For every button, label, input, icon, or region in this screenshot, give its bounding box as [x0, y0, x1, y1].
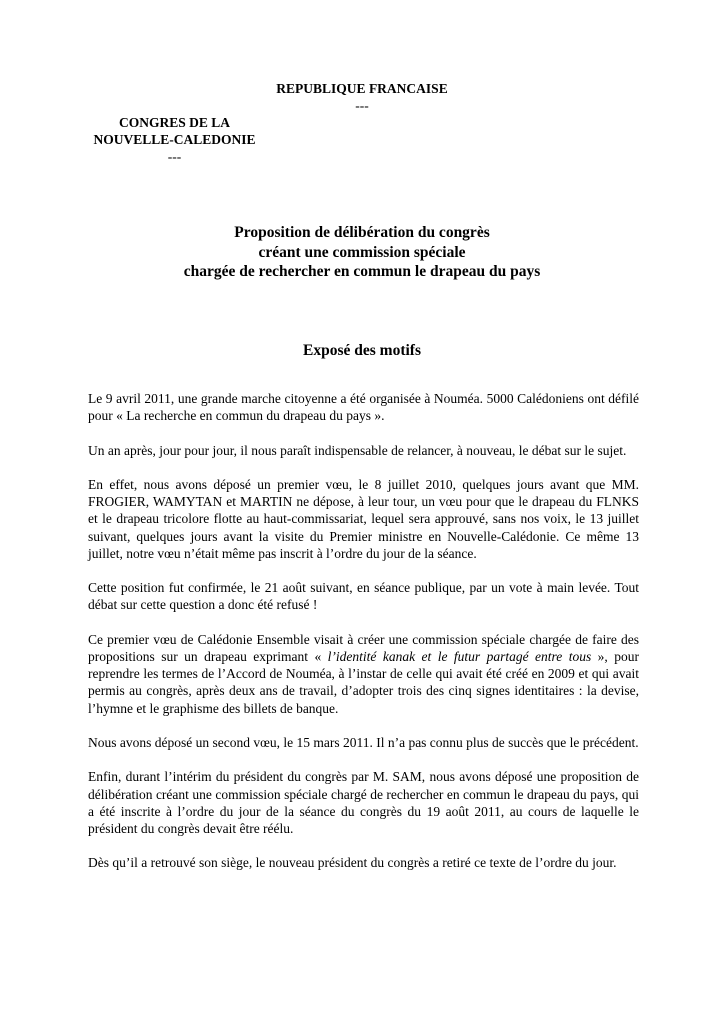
paragraph-4: Cette position fut confirmée, le 21 août suivant, en séance publique, par un vote à main levée. Tout débat sur cette question a donc été refusé !	[88, 580, 639, 613]
paragraph-5	[88, 631, 639, 717]
document-title	[0, 223, 724, 282]
paragraph-7: Enfin, durant l’intérim du président du congrès par M. SAM, nous avons déposé une proposition de délibération créant une commission spéciale chargé de rechercher en commun le drapeau du pays, qui a été inscrite à l’ordre du jour de la séance du congrès du 19 août 2011, au cours de laquelle le président du congrès devait être réélu.	[88, 769, 639, 836]
paragraph-8: Dès qu’il a retrouvé son siège, le nouveau président du congrès a retiré ce texte de l’ordre du jour.	[88, 855, 617, 871]
paragraph-5-quote: l’identité kanak et le futur partagé entre tous	[327, 648, 592, 664]
republic-heading: REPUBLIQUE FRANCAISE	[276, 81, 448, 96]
republic-separator: ---	[355, 98, 369, 113]
title-line-2: créant une commission spéciale	[258, 243, 466, 261]
paragraph-5-intro: Ce premier vœu de Calédonie Ensemble visait à créer une commission spéciale chargée de faire des propositions sur un drapeau exprimant «	[88, 631, 639, 664]
paragraph-6: Nous avons déposé un second vœu, le 15 mars 2011. Il n’a pas connu plus de succès que le précédent.	[88, 734, 639, 750]
org-name-line1: CONGRES DE LA	[118, 115, 231, 130]
org-separator: ---	[167, 149, 182, 164]
paragraph-1: Le 9 avril 2011, une grande marche citoyenne a été organisée à Nouméa. 5000 Calédoniens ont défilé pour « La recherche en commun du drapeau du pays ».	[88, 391, 639, 424]
org-block	[82, 114, 267, 165]
title-line-3: chargée de rechercher en commun le drapeau du pays	[183, 263, 541, 280]
section-title: Exposé des motifs	[303, 342, 421, 359]
header-republic-block	[0, 80, 724, 114]
paragraph-5-rest: », pour reprendre les termes de l’Accord de Nouméa, à l’instar de celle qui avait été créé en 2009 et qui avait permis au congrès, après deux ans de travail, d’adopter trois des cinq signes identitaires : la devise, l’hymne et le graphisme des billets de banque.	[88, 648, 639, 716]
title-line-1: Proposition de délibération du congrès	[234, 224, 490, 241]
document-body	[88, 390, 639, 889]
paragraph-3: En effet, nous avons déposé un premier vœu, le 8 juillet 2010, quelques jours avant que MM. FROGIER, WAMYTAN et MARTIN ne dépose, à leur tour, un vœu pour que le drapeau du FLNKS et le drapeau tricolore flotte au haut-commissariat, lequel sera approuvé, sans nos voix, le 13 juillet suivant, quelques jours avant la visite du Premier ministre en Nouvelle-Calédonie. Ce même 13 juillet, notre vœu n’était même pas inscrit à l’ordre du jour de la séance.	[88, 476, 639, 561]
org-name-line2: NOUVELLE-CALEDONIE	[93, 132, 256, 147]
paragraph-2: Un an après, jour pour jour, il nous paraît indispensable de relancer, à nouveau, le débat sur le sujet.	[88, 442, 627, 458]
